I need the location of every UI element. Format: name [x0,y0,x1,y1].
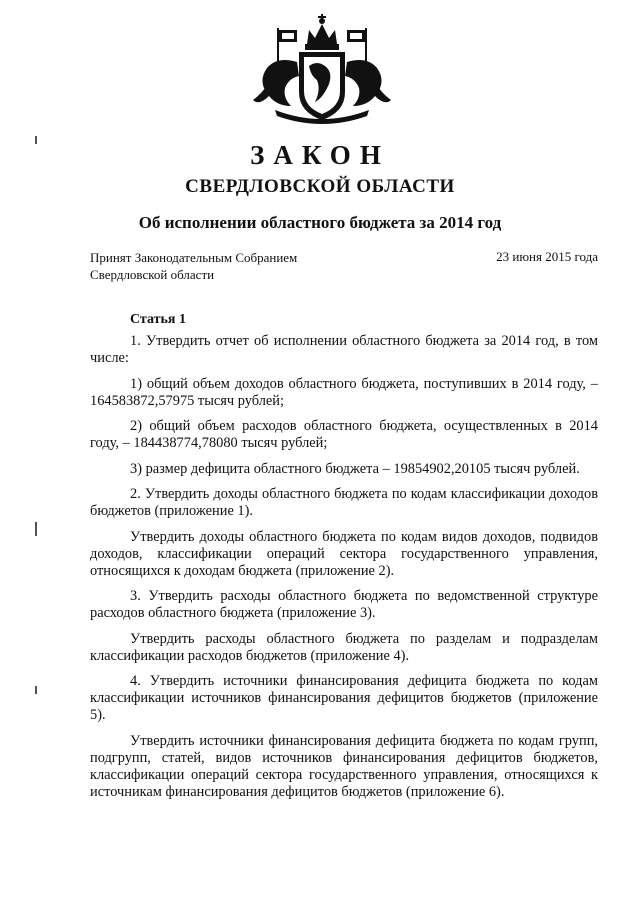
adoption-line-1: Принят Законодательным Собранием [90,250,298,265]
article-body [90,333,598,809]
paragraph: 1) общий объем доходов областного бюджета, поступивших в 2014 году, – 164583872,57975 тысяч рублей; [90,375,598,409]
paragraph: 1. Утвердить отчет об исполнении областного бюджета за 2014 год, в том числе: [90,333,598,366]
scan-edge-mark [35,136,37,144]
coat-of-arms-icon [247,10,397,128]
adoption-date: 23 июня 2015 года [496,249,598,264]
paragraph: 3. Утвердить расходы областного бюджета по ведомственной структуре расходов областного бюджета (приложение 3). [90,588,598,621]
scan-edge-mark [35,522,37,536]
adoption-authority [90,249,297,283]
region-title: СВЕРДЛОВСКОЙ ОБЛАСТИ [185,176,455,197]
paragraph: Утвердить доходы областного бюджета по кодам видов доходов, подвидов доходов, классификации операций сектора государственного управления, относящихся к доходам бюджета (приложение 2). [90,528,598,579]
paragraph: Утвердить расходы областного бюджета по разделам и подразделам классификации расходов бюджетов (приложение 4). [90,630,598,664]
paragraph: 4. Утвердить источники финансирования дефицита бюджета по кодам классификации источников финансирования дефицитов бюджетов (приложение 5). [90,673,598,723]
paragraph: 2. Утвердить доходы областного бюджета по кодам классификации доходов бюджетов (приложение 1). [90,486,598,519]
scan-edge-mark [35,686,37,694]
document-title: Об исполнении областного бюджета за 2014 год [138,213,502,232]
law-label: ЗАКОН [250,140,390,170]
paragraph: Утвердить источники финансирования дефицита бюджета по кодам групп, подгрупп, статей, видов источников финансирования дефицитов бюджетов, классификации операций сектора государственного управления, относящихся к источникам финансирования дефицитов бюджетов (приложение 6). [90,732,598,800]
article-heading: Статья 1 [130,312,186,327]
adoption-line-2: Свердловской области [90,267,215,282]
paragraph: 3) размер дефицита областного бюджета – 19854902,20105 тысяч рублей. [130,460,580,477]
paragraph: 2) общий объем расходов областного бюджета, осуществленных в 2014 году, – 184438774,78080 тысяч рублей; [90,418,598,451]
